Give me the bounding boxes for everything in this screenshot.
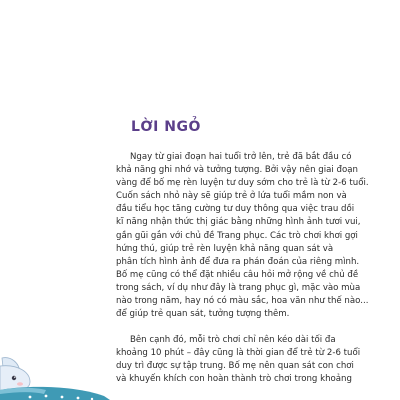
text-line: Cuốn sách nhỏ này sẽ giúp trẻ ở lứa tuổi mầm non và (116, 191, 347, 202)
text-line: trong sách, ví dụ như đây là trang phục gì, mặc vào mùa (116, 282, 361, 293)
paragraph-intro (116, 151, 386, 321)
text-line: hứng thú, giúp trẻ rèn luyện khả năng quan sát và (116, 243, 334, 254)
text-line: vàng để bố mẹ rèn luyện tư duy sớm cho trẻ là từ 2-6 tuổi. (116, 178, 369, 189)
rabbit-in-sweater-icon (0, 356, 110, 400)
text-line: để giúp trẻ quan sát, tưởng tượng thêm. (116, 309, 290, 320)
page-title: LỜI NGỎ (131, 119, 201, 135)
text-line: gần gũi gắn với chủ đề Trang phục. Các trò chơi khơi gợi (116, 230, 358, 241)
text-line: khoảng 10 phút – đây cũng là thời gian để trẻ từ 2-6 tuổi (116, 348, 361, 359)
text-line: phân tích hình ảnh để đưa ra phán đoán của riêng mình. (116, 256, 360, 267)
text-line: khả năng ghi nhớ và tưởng tượng. Bởi vậy nên giai đoạn (116, 165, 358, 176)
text-line: Bên cạnh đó, mỗi trò chơi chỉ nên kéo dài tối đa (130, 335, 336, 345)
text-line: nào trong năm, hay nó có màu sắc, hoa văn như thế nào... (116, 296, 369, 307)
text-line: đầu tiểu học tăng cường tư duy thông qua việc trau dồi (116, 204, 355, 215)
text-line: Bố mẹ cũng có thể đặt nhiều câu hỏi mở rộng về chủ đề (116, 269, 359, 280)
text-line: duy trì được sự tập trung. Bố mẹ nên quan sát con chơi (116, 361, 354, 372)
text-line: Ngay từ giai đoạn hai tuổi trở lên, trẻ đã bắt đầu có (130, 152, 352, 162)
text-line: và khuyến khích con hoàn thành trò chơi trong khoảng (116, 374, 352, 385)
text-line: kĩ năng nhận thức thị giác bằng những hình ảnh tươi vui, (116, 217, 361, 228)
paragraph-advice (116, 334, 386, 386)
rabbit-eye (12, 376, 16, 380)
